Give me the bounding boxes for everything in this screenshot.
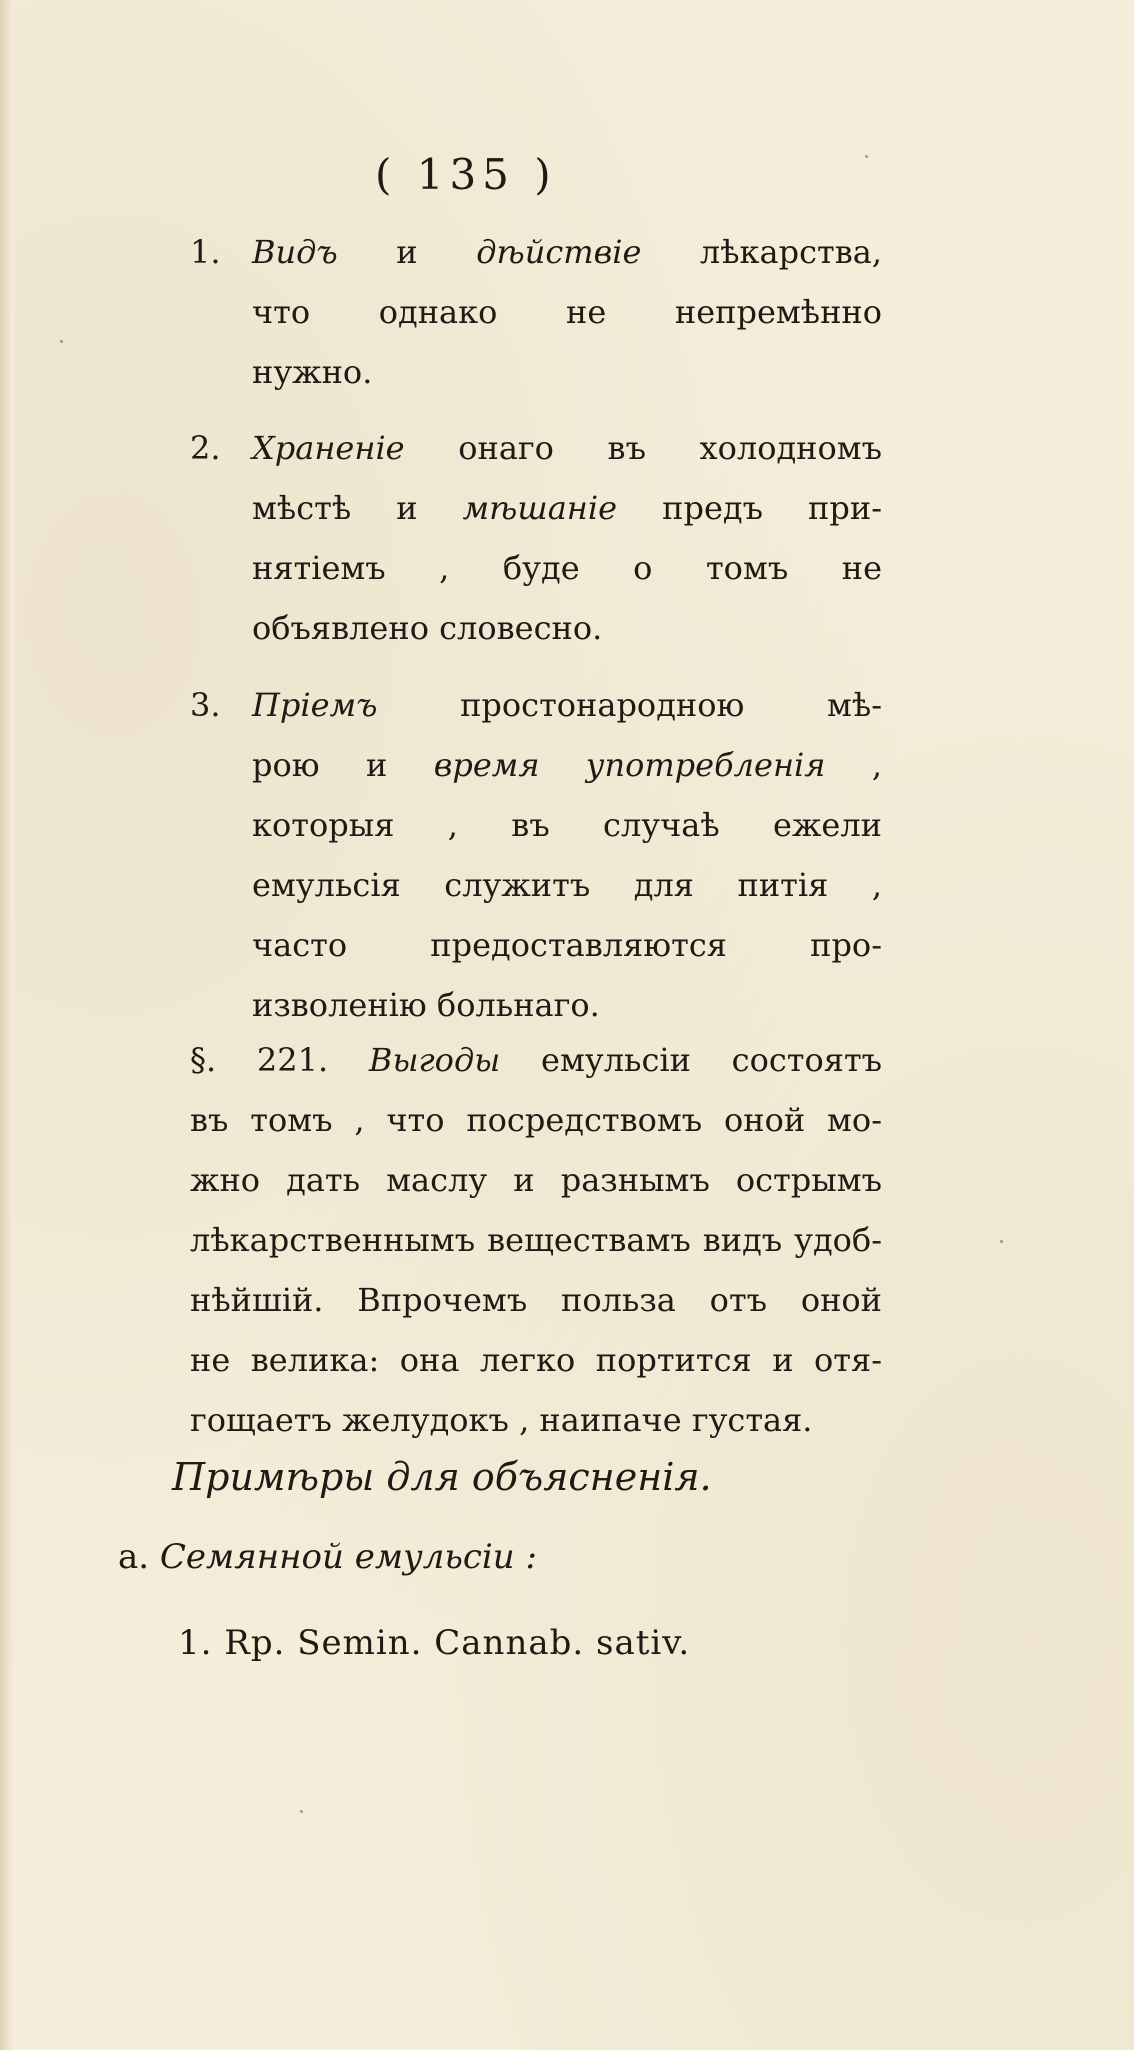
text-run: жно дать маслу и разнымъ острымъ xyxy=(190,1161,882,1199)
page-number: ( 135 ) xyxy=(375,150,557,199)
text-run: простонародною мѣ- xyxy=(377,686,882,724)
item-text xyxy=(252,222,882,402)
paper-speck xyxy=(865,155,868,158)
italic-run: Пріемъ xyxy=(252,686,378,724)
paper-speck xyxy=(300,1810,303,1813)
text-line xyxy=(190,1390,882,1450)
text-run: , xyxy=(825,746,883,784)
text-run: изволенію больнаго. xyxy=(252,986,600,1024)
page-gutter xyxy=(0,0,14,2050)
text-run: нѣйшій. Впрочемъ польза отъ оной xyxy=(190,1281,882,1319)
text-run: объявлено словесно. xyxy=(252,609,603,647)
text-line xyxy=(190,1270,882,1330)
italic-run: Храненіе xyxy=(252,429,405,467)
examples-heading: Примѣры для объясненія. xyxy=(172,1455,712,1499)
text-run: которыя , въ случаѣ ежели xyxy=(252,806,882,844)
paper-speck xyxy=(60,340,63,343)
text-line xyxy=(190,1090,882,1150)
item-text xyxy=(252,675,882,1035)
text-line xyxy=(252,735,882,795)
item-number: 2. xyxy=(190,429,221,467)
text-line xyxy=(252,598,882,658)
text-run: §. 221. xyxy=(190,1041,369,1079)
italic-run: Выгоды xyxy=(368,1041,501,1079)
text-line xyxy=(252,975,882,1035)
italic-run: время употребленія xyxy=(433,746,826,784)
text-run: часто предоставляются про- xyxy=(252,926,882,964)
italic-run: Видъ xyxy=(252,233,338,271)
text-run: нятіемъ , буде о томъ не xyxy=(252,549,882,587)
text-line xyxy=(252,418,882,478)
text-run: въ томъ , что посредствомъ оной мо- xyxy=(190,1101,882,1139)
text-line xyxy=(190,1150,882,1210)
subheading-text: Семянной емульсіи : xyxy=(159,1537,537,1577)
list-item-3 xyxy=(190,675,883,1035)
text-line xyxy=(252,222,882,282)
text-line xyxy=(252,282,882,342)
section-221 xyxy=(190,1030,882,1450)
text-run: что однако не непремѣнно xyxy=(252,293,882,331)
text-line xyxy=(252,915,882,975)
text-run: лѣкарственнымъ веществамъ видъ удоб- xyxy=(190,1221,882,1259)
text-line xyxy=(252,538,882,598)
list-item-2 xyxy=(190,418,883,658)
text-run: емульсія служитъ для питія , xyxy=(252,866,882,904)
recipe-line: 1. Rp. Semin. Cannab. sativ. xyxy=(178,1623,691,1663)
text-line xyxy=(252,795,882,855)
item-text xyxy=(252,418,882,658)
text-run: не велика: она легко портится и отя- xyxy=(190,1341,882,1379)
text-run: гощаетъ желудокъ , наипаче густая. xyxy=(190,1401,813,1439)
text-run: нужно. xyxy=(252,353,373,391)
text-line xyxy=(252,342,882,402)
text-line xyxy=(190,1210,882,1270)
text-line xyxy=(190,1330,882,1390)
text-run: и xyxy=(337,233,477,271)
paper-speck xyxy=(1000,1240,1003,1243)
italic-run: мѣшаніе xyxy=(462,489,618,527)
item-number: 1. xyxy=(190,233,221,271)
section-text xyxy=(190,1030,882,1450)
text-line xyxy=(190,1030,882,1090)
list-item-1 xyxy=(190,222,883,402)
text-line xyxy=(252,478,882,538)
text-run: мѣстѣ и xyxy=(252,489,463,527)
subheading-letter: a. xyxy=(118,1537,150,1577)
text-line xyxy=(252,675,882,735)
text-run: лѣкарства, xyxy=(641,233,883,271)
text-run: емульсіи состоятъ xyxy=(500,1041,882,1079)
text-run: рою и xyxy=(252,746,434,784)
subheading xyxy=(118,1537,537,1577)
item-number: 3. xyxy=(190,686,221,724)
text-run: предъ при- xyxy=(617,489,883,527)
text-line xyxy=(252,855,882,915)
text-run: онаго въ холодномъ xyxy=(404,429,882,467)
italic-run: дѣйствіе xyxy=(476,233,642,271)
